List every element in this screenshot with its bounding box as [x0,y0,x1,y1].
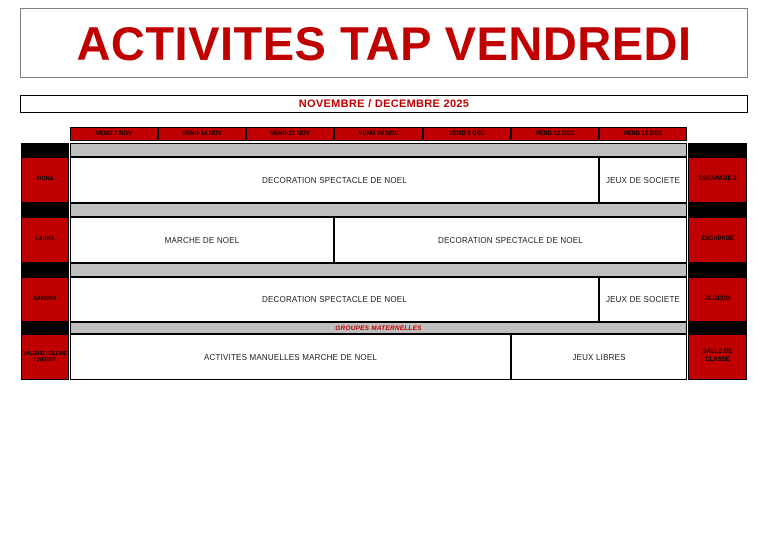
page-title: ACTIVITES TAP VENDREDI [76,16,692,70]
activity-cell: JEUX DE SOCIETE [599,277,687,322]
date-header-cell: VEND 14 NOV [158,127,246,141]
activity-cell: JEUX DE SOCIETE [599,157,687,203]
right-black-bar [688,263,747,277]
date-header-cell: VEND 5 DEC [423,127,511,141]
date-header-cell: VEND 7 NOV [70,127,158,141]
activity-cell: JEUX LIBRES [511,334,687,380]
right-black-bar [688,203,747,217]
date-header-cell: VEND 28 NOV [334,127,423,141]
left-black-bar [21,263,69,277]
leader-cell: VALERIE / CELINE / WENDY [21,334,69,380]
leader-cell: SANDRA [21,277,69,322]
activity-cell: ACTIVITES MANUELLES MARCHE DE NOEL [70,334,511,380]
left-black-bar [21,143,69,157]
month-subtitle: NOVEMBRE / DECEMBRE 2025 [298,98,470,110]
date-header-cell: VEND 19 DEC [599,127,687,141]
location-cell: SALLE DE CLASSE [688,334,747,380]
left-black-bar [21,322,69,334]
separator-band [70,263,687,277]
title-box [20,8,748,78]
right-black-bar [688,322,747,334]
maternelles-note: GROUPES MATERNELLES [335,324,422,332]
separator-band-maternelles [70,322,687,334]
leader-cell: FIONA [21,157,69,203]
location-cell: ALGECO [688,277,747,322]
leader-cell: LAURA [21,217,69,263]
date-header-cell: VEND 21 NOV [246,127,334,141]
date-header-cell: VEND 12 DEC [511,127,599,141]
activity-cell: DECORATION SPECTACLE DE NOEL [334,217,687,263]
separator-band [70,203,687,217]
subtitle-box [20,95,748,113]
activity-cell: MARCHE DE NOEL [70,217,334,263]
location-cell: ESCAPADE 2 [688,157,747,203]
separator-band [70,143,687,157]
activity-cell: DECORATION SPECTACLE DE NOEL [70,277,599,322]
left-black-bar [21,203,69,217]
right-black-bar [688,143,747,157]
location-cell: ESCAPADE [688,217,747,263]
activity-cell: DECORATION SPECTACLE DE NOEL [70,157,599,203]
